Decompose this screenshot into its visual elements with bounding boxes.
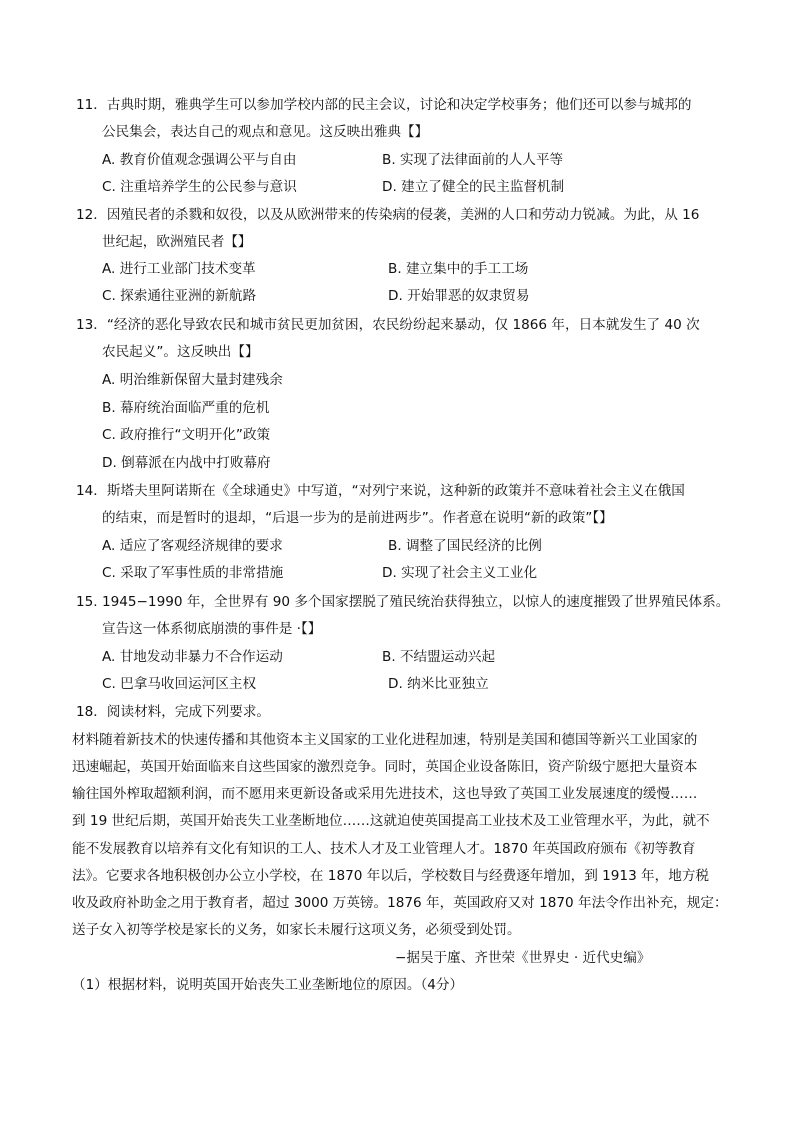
q18-material-line: 迅速崛起，英国开始面临来自这些国家的激烈竞争。同时，英国企业设备陈旧，资产阶级宁愿把大量资本: [72, 759, 698, 775]
q15-option-a: A. 甘地发动非暴力不合作运动: [102, 649, 283, 665]
q18-material-line: 输往国外榨取超额利润，而不愿用来更新设备或采用先进技术，这也导致了英国工业发展速度的缓慢……: [72, 786, 698, 802]
q12-option-b: B. 建立集中的手工工场: [388, 261, 529, 277]
q11-option-c: C. 注重培养学生的公民参与意识: [102, 179, 297, 195]
q15-stem-line-2: 宣告这一体系彻底崩溃的事件是 ·【】: [102, 621, 322, 637]
q18-material-line: 收及政府补助金之用于教育者，超过 3000 万英镑。1876 年，英国政府又对 1870 年法令作出补充，规定：: [72, 895, 728, 911]
q14-option-b: B. 调整了国民经济的比例: [388, 538, 542, 554]
q14-stem-line-1: 14．斯塔夫里阿诺斯在《全球通史》中写道，“对列宁来说，这种新的政策并不意味着社会主义在俄国: [76, 483, 685, 499]
q18-source-citation: −据吴于廑、齐世荣《世界史 · 近代史编》: [395, 950, 651, 966]
q18-material-line: 法》。它要求各地积极创办公立小学校，在 1870 年以后，学校数目与经费逐年增加，到 1913 年，地方税: [72, 868, 710, 884]
q18-subquestion-1: （1）根据材料，说明英国开始丧失工业垄断地位的原因。（4分）: [72, 977, 464, 993]
q14-option-c: C. 采取了军事性质的非常措施: [102, 565, 284, 581]
q18-material-line: 到 19 世纪后期，英国开始丧失工业垄断地位……这就迫使英国提高工业技术及工业管理水平，为此，就不: [72, 813, 710, 829]
q12-option-d: D. 开始罪恶的奴隶贸易: [388, 288, 530, 304]
q14-stem-line-2: 的结束，而是暂时的退却，“后退一步为的是前进两步”。作者意在说明“新的政策”【】: [102, 510, 613, 526]
q11-stem-line-2: 公民集会，表达自己的观点和意见。这反映出雅典【】: [102, 124, 429, 140]
q13-option-b: B. 幕府统治面临严重的危机: [102, 400, 270, 416]
q15-option-c: C. 巴拿马收回运河区主权: [102, 676, 257, 692]
q11-option-b: B. 实现了法律面前的人人平等: [382, 152, 564, 168]
q13-option-c: C. 政府推行“文明开化”政策: [102, 427, 271, 443]
q12-option-c: C. 探索通往亚洲的新航路: [102, 288, 257, 304]
q11-stem-line-1: 11．古典时期，雅典学生可以参加学校内部的民主会议，讨论和决定学校事务；他们还可以参与城邦的: [76, 97, 692, 113]
q15-stem-line-1: 15. 1945−1990 年，全世界有 90 多个国家摆脱了殖民统治获得独立，以惊人的速度摧毁了世界殖民体系。: [76, 594, 730, 610]
q11-option-d: D. 建立了健全的民主监督机制: [382, 179, 565, 195]
q18-stem: 18．阅读材料，完成下列要求。: [76, 704, 271, 720]
q14-option-a: A. 适应了客观经济规律的要求: [102, 538, 283, 554]
q12-stem-line-2: 世纪起，欧洲殖民者【】: [102, 234, 252, 250]
q18-material-line: 能不发展教育以培养有文化有知识的工人、技术人才及工业管理人才。1870 年英国政府颁布《初等教育: [72, 841, 696, 857]
q18-material-line: 送子女入初等学校是家长的义务，如家长未履行这项义务，必须受到处罚。: [72, 922, 521, 938]
q13-option-a: A. 明治维新保留大量封建残余: [102, 372, 283, 388]
q14-option-d: D. 实现了社会主义工业化: [382, 565, 538, 581]
q15-option-d: D. 纳米比亚独立: [388, 676, 489, 692]
q13-option-d: D. 倒幕派在内战中打败幕府: [102, 455, 271, 471]
q12-option-a: A. 进行工业部门技术变革: [102, 261, 256, 277]
q13-stem-line-1: 13．“经济的恶化导致农民和城市贫民更加贫困，农民纷纷起来暴动，仅 1866 年，日本就发生了 40 次: [76, 317, 700, 333]
q12-stem-line-1: 12．因殖民者的杀戮和奴役，以及从欧洲带来的传染病的侵袭，美洲的人口和劳动力锐减。为此，从 16: [76, 207, 700, 223]
q13-stem-line-2: 农民起义”。这反映出【】: [102, 344, 259, 360]
q11-option-a: A. 教育价值观念强调公平与自由: [102, 152, 297, 168]
q18-material-line: 材料随着新技术的快速传播和其他资本主义国家的工业化进程加速，特别是美国和德国等新兴工业国家的: [72, 732, 698, 748]
q15-option-b: B. 不结盟运动兴起: [382, 649, 496, 665]
